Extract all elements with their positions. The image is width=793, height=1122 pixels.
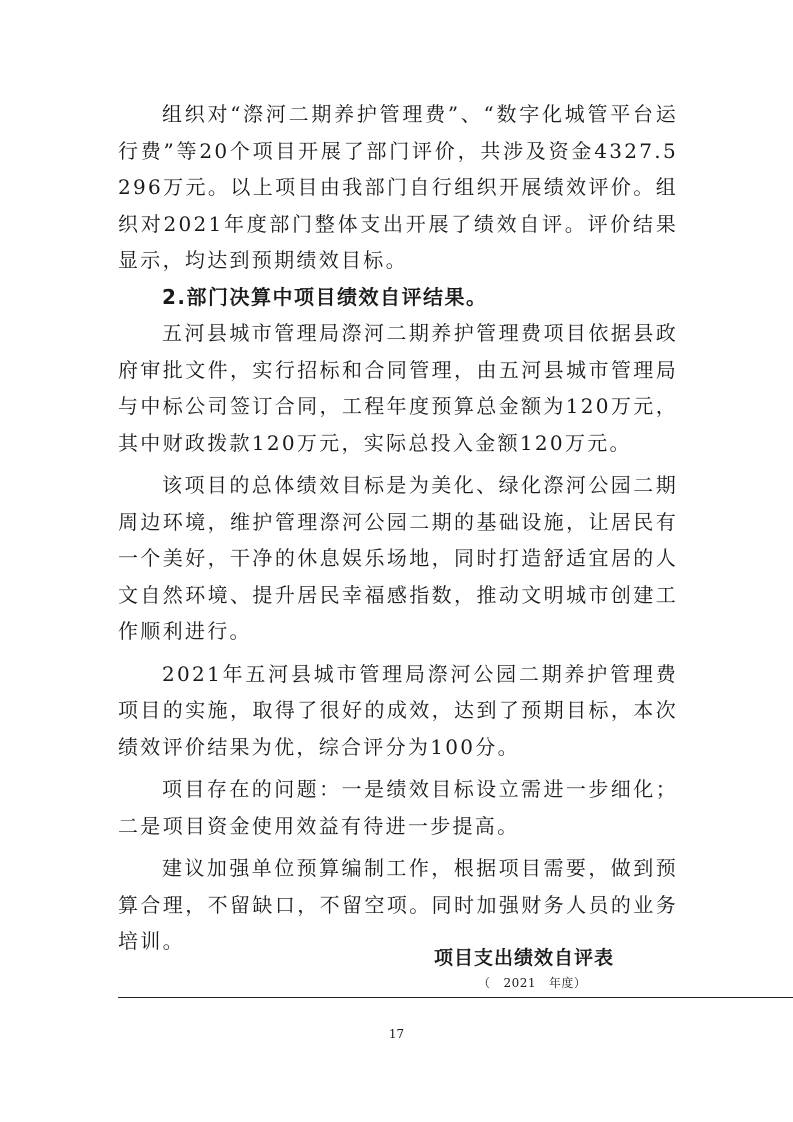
horizontal-rule bbox=[118, 997, 793, 998]
table-subtitle-year: （ 2021 年度） bbox=[478, 976, 587, 990]
section-heading-project-self-evaluation: 2.部门决算中项目绩效自评结果。 bbox=[162, 284, 488, 309]
paragraph-evaluation-overview: 组织对“漈河二期养护管理费”、“数字化城管平台运行费”等20个项目开展了部门评价，共涉及资金4327.5296万元。以上项目由我部门自行组织开展绩效评价。组织对2021年度部门整体支出开展了绩效自评。评价结果显示，均达到预期绩效目标。 bbox=[118, 102, 678, 272]
page-number: 17 bbox=[388, 1027, 405, 1041]
paragraph-suggestions: 建议加强单位预算编制工作，根据项目需要，做到预算合理，不留缺口，不留空项。同时加强财务人员的业务培训。 bbox=[118, 856, 678, 953]
paragraph-evaluation-result: 2021年五河县城市管理局漈河公园二期养护管理费项目的实施，取得了很好的成效，达到了预期目标，本次绩效评价结果为优，综合评分为100分。 bbox=[118, 661, 678, 759]
paragraph-project-basis: 五河县城市管理局漈河二期养护管理费项目依据县政府审批文件，实行招标和合同管理，由五河县城市管理局与中标公司签订合同，工程年度预算总金额为120万元，其中财政拨款120万元，实际总投入金额120万元。 bbox=[118, 321, 678, 455]
paragraph-problems: 项目存在的问题：一是绩效目标设立需进一步细化；二是项目资金使用效益有待进一步提高。 bbox=[118, 777, 678, 838]
paragraph-overall-goal: 该项目的总体绩效目标是为美化、绿化漈河公园二期周边环境，维护管理漈河公园二期的基础设施，让居民有一个美好，干净的休息娱乐场地，同时打造舒适宜居的人文自然环境、提升居民幸福感指数，推动文明城市创建工作顺利进行。 bbox=[118, 473, 678, 643]
table-title: 项目支出绩效自评表 bbox=[434, 947, 615, 969]
document-body bbox=[118, 96, 678, 960]
